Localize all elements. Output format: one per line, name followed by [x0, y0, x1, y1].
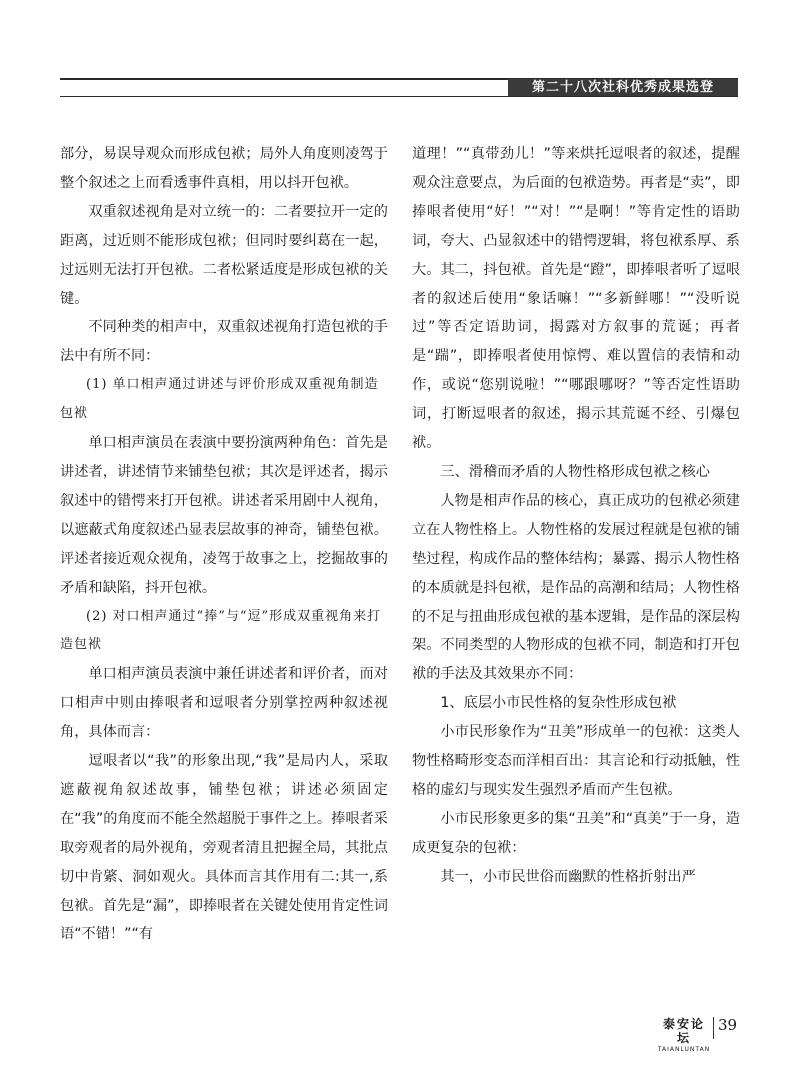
section-tag: 第二十八次社科优秀成果选登 [508, 79, 738, 96]
brand-name-pinyin: TAIANLUNTAN [657, 1046, 711, 1053]
paragraph: 部分，易误导观众而形成包袱；局外人角度则凌驾于整个叙述之上而看透事件真相，用以抖开包袱。 [60, 146, 388, 191]
subheading: (2) 对口相声通过“捧”与“逗”形成双重视角来打造包袱 [60, 608, 382, 653]
paragraph: 单口相声演员表演中兼任讲述者和评价者，而对口相声中则由捧哏者和逗哏者分别掌控两种叙述视角，具体而言： [60, 666, 388, 741]
paragraph: 小市民形象作为“丑美”形成单一的包袱：这类人物性格畸形变态而洋相百出：其言论和行动抵触，性格的虚幻与现实发生强烈矛盾而产生包袱。 [412, 724, 740, 798]
paragraph: 逗哏者以“我”的形象出现,“我”是局内人，采取遮蔽视角叙述故事，铺垫包袱；讲述必须固定在“我”的角度而不能全然超脱于事件之上。捧哏者采取旁观者的局外视角，旁观者清且把握全局，其批点切中肯綮、洞如观火。具体而言其作用有二:其一,系包袱。首先是“漏”，即捧哏者在关键处使用肯定性词语“不错！”“有 [60, 753, 388, 943]
journal-brand [657, 1017, 711, 1054]
paragraph: 道理！”“真带劲儿！”等来烘托逗哏者的叙述，提醒观众注意要点，为后面的包袱造势。再者是“卖”，即捧哏者使用“好！”“对！”“是啊！”等肯定性的语助词，夸大、凸显叙述中的错愕逻辑，将包袱系厚、系大。其二，抖包袱。首先是“蹬”，即捧哏者听了逗哏者的叙述后使用“象话嘛！”“多新鲜哪！”“没听说过”等否定语助词，揭露对方叙事的荒诞；再者是“踹”，即捧哏者使用惊愕、难以置信的表情和动作，或说“您别说啦！”“哪跟哪呀？”等否定性语助词，打断逗哏者的叙述，揭示其荒诞不经、引爆包袱。 [412, 146, 740, 452]
left-column [60, 140, 388, 949]
section-heading: 1、底层小市民性格的复杂性形成包袱 [440, 695, 677, 712]
subheading: (1) 单口相声通过讲述与评价形成双重视角制造包袱 [60, 377, 379, 422]
right-column [412, 140, 740, 892]
paragraph: 双重叙述视角是对立统一的：二者要拉开一定的距离，过近则不能形成包袱；但同时要纠葛在一起，过远则无法打开包袱。二者松紧适度是形成包袱的关键。 [60, 203, 388, 307]
header-rule-bottom [60, 96, 738, 97]
paragraph: 其一，小市民世俗而幽默的性格折射出严 [440, 868, 696, 885]
paragraph: 人物是相声作品的核心，真正成功的包袱必须建立在人物性格上。人物性格的发展过程就是包袱的铺垫过程，构成作品的整体结构；暴露、揭示人物性格的本质就是抖包袱，是作品的高潮和结局；人物性格的不足与扭曲形成包袱的基本逻辑，是作品的深层构架。不同类型的人物形成的包袱不同，制造和打开包袱的手法及其效果亦不同： [412, 492, 740, 683]
paragraph: 不同种类的相声中，双重叙述视角打造包袱的手法中有所不同： [60, 319, 388, 365]
brand-name: 泰安论坛 [662, 1017, 705, 1045]
section-heading: 三、滑稽而矛盾的人物性格形成包袱之核心 [440, 463, 710, 480]
paragraph: 单口相声演员在表演中要扮演两种角色：首先是讲述者，讲述情节来铺垫包袱；其次是评述者，揭示叙述中的错愕来打开包袱。讲述者采用剧中人视角，以遮蔽式角度叙述凸显表层故事的神奇，铺垫包袱。评述者接近观众视角，凌驾于故事之上，挖掘故事的矛盾和缺陷，抖开包袱。 [60, 435, 388, 596]
page-number: 39 [718, 1016, 738, 1034]
footer-divider [713, 1017, 714, 1039]
paragraph: 小市民形象更多的集“丑美”和“真美”于一身，造成更复杂的包袱： [412, 810, 740, 856]
